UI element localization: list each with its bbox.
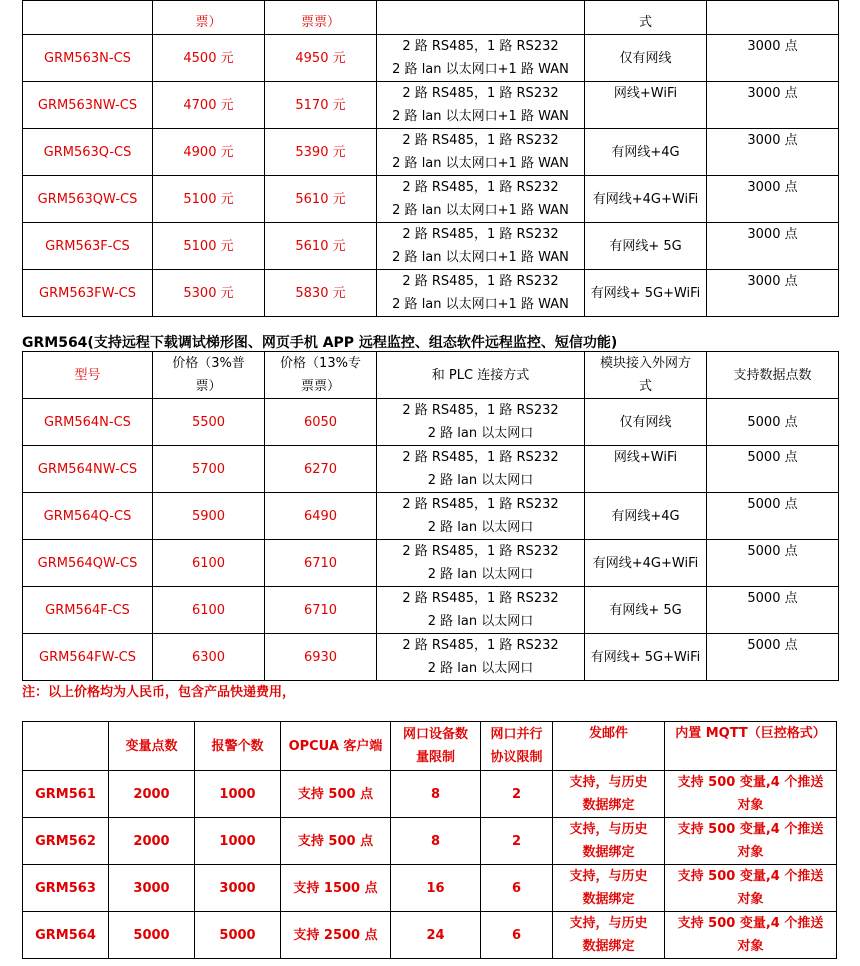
alarms-cell: 1000	[195, 771, 281, 818]
header-cell: 票票）	[265, 1, 377, 35]
price-3-cell: 5100 元	[153, 223, 265, 270]
vars-cell: 2000	[109, 771, 195, 818]
header-model: 型号	[23, 352, 153, 399]
points-cell: 5000 点	[707, 446, 839, 493]
price-note: 注：以上价格均为人民币，包含产品快递费用，	[22, 685, 296, 700]
model-cell: GRM564Q-CS	[23, 493, 153, 540]
model-cell: GRM564	[23, 912, 109, 959]
header-network: 模块接入外网方 式	[585, 352, 707, 399]
header-cell: 式	[585, 1, 707, 35]
table-row	[23, 223, 839, 270]
plc-connection-cell: 2 路 RS485，1 路 RS232 2 路 lan 以太网口+1 路 WAN	[377, 176, 585, 223]
grm563-price-table	[22, 0, 839, 317]
price-13-cell: 5170 元	[265, 82, 377, 129]
header-vars: 变量点数	[109, 722, 195, 771]
device-limit-cell: 8	[391, 818, 481, 865]
opcua-cell: 支持 500 点	[281, 771, 391, 818]
points-cell: 3000 点	[707, 270, 839, 317]
price-13-cell: 5830 元	[265, 270, 377, 317]
mqtt-cell: 支持 500 变量,4 个推送 对象	[665, 818, 837, 865]
price-13-cell: 4950 元	[265, 35, 377, 82]
points-cell: 5000 点	[707, 587, 839, 634]
plc-connection-cell: 2 路 RS485，1 路 RS232 2 路 lan 以太网口+1 路 WAN	[377, 223, 585, 270]
mqtt-cell: 支持 500 变量,4 个推送 对象	[665, 912, 837, 959]
protocol-limit-cell: 6	[481, 865, 553, 912]
alarms-cell: 5000	[195, 912, 281, 959]
vars-cell: 3000	[109, 865, 195, 912]
network-cell: 仅有网线	[585, 399, 707, 446]
network-cell: 网线+WiFi	[585, 446, 707, 493]
plc-connection-cell: 2 路 RS485，1 路 RS232 2 路 lan 以太网口	[377, 634, 585, 681]
price-13-cell: 6710	[265, 587, 377, 634]
price-3-cell: 4700 元	[153, 82, 265, 129]
opcua-cell: 支持 2500 点	[281, 912, 391, 959]
points-cell: 3000 点	[707, 129, 839, 176]
alarms-cell: 3000	[195, 865, 281, 912]
network-cell: 有网线+4G+WiFi	[585, 540, 707, 587]
model-cell: GRM563NW-CS	[23, 82, 153, 129]
plc-connection-cell: 2 路 RS485，1 路 RS232 2 路 lan 以太网口+1 路 WAN	[377, 270, 585, 317]
device-limit-cell: 24	[391, 912, 481, 959]
plc-connection-cell: 2 路 RS485，1 路 RS232 2 路 lan 以太网口	[377, 399, 585, 446]
points-cell: 5000 点	[707, 540, 839, 587]
device-limit-cell: 8	[391, 771, 481, 818]
points-cell: 5000 点	[707, 399, 839, 446]
table-row	[23, 493, 839, 540]
table-row	[23, 270, 839, 317]
model-cell: GRM563	[23, 865, 109, 912]
header-mqtt: 内置 MQTT（巨控格式）	[665, 722, 837, 771]
header-points: 支持数据点数	[707, 352, 839, 399]
price-13-cell: 6930	[265, 634, 377, 681]
vars-cell: 5000	[109, 912, 195, 959]
table-row	[23, 176, 839, 223]
header-price-13: 价格（13%专 票票）	[265, 352, 377, 399]
model-cell: GRM564F-CS	[23, 587, 153, 634]
points-cell: 3000 点	[707, 82, 839, 129]
price-3-cell: 5900	[153, 493, 265, 540]
network-cell: 有网线+4G	[585, 493, 707, 540]
header-blank	[23, 722, 109, 771]
points-cell: 3000 点	[707, 176, 839, 223]
mqtt-cell: 支持 500 变量,4 个推送 对象	[665, 771, 837, 818]
price-3-cell: 6300	[153, 634, 265, 681]
price-3-cell: 5700	[153, 446, 265, 493]
header-device-limit: 网口设备数 量限制	[391, 722, 481, 771]
model-cell: GRM563N-CS	[23, 35, 153, 82]
price-3-cell: 4500 元	[153, 35, 265, 82]
table-row	[23, 634, 839, 681]
opcua-cell: 支持 1500 点	[281, 865, 391, 912]
table-row	[23, 446, 839, 493]
mail-cell: 支持，与历史 数据绑定	[553, 818, 665, 865]
mail-cell: 支持，与历史 数据绑定	[553, 912, 665, 959]
device-limit-cell: 16	[391, 865, 481, 912]
price-3-cell: 5500	[153, 399, 265, 446]
plc-connection-cell: 2 路 RS485，1 路 RS232 2 路 lan 以太网口	[377, 540, 585, 587]
points-cell: 5000 点	[707, 493, 839, 540]
price-13-cell: 5610 元	[265, 223, 377, 270]
header-cell	[23, 1, 153, 35]
feature-comparison-table	[22, 721, 837, 959]
table-header-row	[23, 722, 837, 771]
table-row	[23, 587, 839, 634]
plc-connection-cell: 2 路 RS485，1 路 RS232 2 路 lan 以太网口+1 路 WAN	[377, 35, 585, 82]
model-cell: GRM563Q-CS	[23, 129, 153, 176]
points-cell: 5000 点	[707, 634, 839, 681]
price-13-cell: 6490	[265, 493, 377, 540]
protocol-limit-cell: 2	[481, 771, 553, 818]
network-cell: 有网线+ 5G	[585, 587, 707, 634]
table-row	[23, 912, 837, 959]
network-cell: 有网线+ 5G	[585, 223, 707, 270]
header-plc-connection: 和 PLC 连接方式	[377, 352, 585, 399]
header-cell	[707, 1, 839, 35]
grm564-price-table	[22, 351, 839, 681]
price-3-cell: 5100 元	[153, 176, 265, 223]
header-mail: 发邮件	[553, 722, 665, 771]
header-alarms: 报警个数	[195, 722, 281, 771]
plc-connection-cell: 2 路 RS485，1 路 RS232 2 路 lan 以太网口	[377, 493, 585, 540]
protocol-limit-cell: 6	[481, 912, 553, 959]
table-header-row	[23, 1, 839, 35]
price-13-cell: 6710	[265, 540, 377, 587]
points-cell: 3000 点	[707, 223, 839, 270]
model-cell: GRM564FW-CS	[23, 634, 153, 681]
model-cell: GRM564N-CS	[23, 399, 153, 446]
header-protocol-limit: 网口并行 协议限制	[481, 722, 553, 771]
plc-connection-cell: 2 路 RS485，1 路 RS232 2 路 lan 以太网口+1 路 WAN	[377, 129, 585, 176]
header-opcua: OPCUA 客户端	[281, 722, 391, 771]
plc-connection-cell: 2 路 RS485，1 路 RS232 2 路 lan 以太网口+1 路 WAN	[377, 82, 585, 129]
section-title-grm564: GRM564(支持远程下载调试梯形图、网页手机 APP 远程监控、组态软件远程监控、短信功能)	[22, 335, 618, 351]
header-cell: 票）	[153, 1, 265, 35]
network-cell: 有网线+ 5G+WiFi	[585, 634, 707, 681]
model-cell: GRM563FW-CS	[23, 270, 153, 317]
mqtt-cell: 支持 500 变量,4 个推送 对象	[665, 865, 837, 912]
table-row	[23, 35, 839, 82]
price-3-cell: 5300 元	[153, 270, 265, 317]
network-cell: 仅有网线	[585, 35, 707, 82]
price-3-cell: 6100	[153, 540, 265, 587]
model-cell: GRM564QW-CS	[23, 540, 153, 587]
mail-cell: 支持，与历史 数据绑定	[553, 771, 665, 818]
price-13-cell: 6050	[265, 399, 377, 446]
vars-cell: 2000	[109, 818, 195, 865]
table-row	[23, 865, 837, 912]
table-row	[23, 540, 839, 587]
model-cell: GRM563QW-CS	[23, 176, 153, 223]
plc-connection-cell: 2 路 RS485，1 路 RS232 2 路 lan 以太网口	[377, 446, 585, 493]
model-cell: GRM563F-CS	[23, 223, 153, 270]
price-3-cell: 4900 元	[153, 129, 265, 176]
opcua-cell: 支持 500 点	[281, 818, 391, 865]
table-row	[23, 771, 837, 818]
mail-cell: 支持，与历史 数据绑定	[553, 865, 665, 912]
table-row	[23, 399, 839, 446]
network-cell: 有网线+ 5G+WiFi	[585, 270, 707, 317]
table-row	[23, 129, 839, 176]
table-header-row	[23, 352, 839, 399]
header-price-3: 价格（3%普 票）	[153, 352, 265, 399]
protocol-limit-cell: 2	[481, 818, 553, 865]
price-13-cell: 6270	[265, 446, 377, 493]
table-row	[23, 82, 839, 129]
model-cell: GRM564NW-CS	[23, 446, 153, 493]
plc-connection-cell: 2 路 RS485，1 路 RS232 2 路 lan 以太网口	[377, 587, 585, 634]
network-cell: 有网线+4G+WiFi	[585, 176, 707, 223]
model-cell: GRM561	[23, 771, 109, 818]
header-cell	[377, 1, 585, 35]
alarms-cell: 1000	[195, 818, 281, 865]
points-cell: 3000 点	[707, 35, 839, 82]
price-13-cell: 5390 元	[265, 129, 377, 176]
price-3-cell: 6100	[153, 587, 265, 634]
table-row	[23, 818, 837, 865]
network-cell: 有网线+4G	[585, 129, 707, 176]
price-13-cell: 5610 元	[265, 176, 377, 223]
model-cell: GRM562	[23, 818, 109, 865]
network-cell: 网线+WiFi	[585, 82, 707, 129]
